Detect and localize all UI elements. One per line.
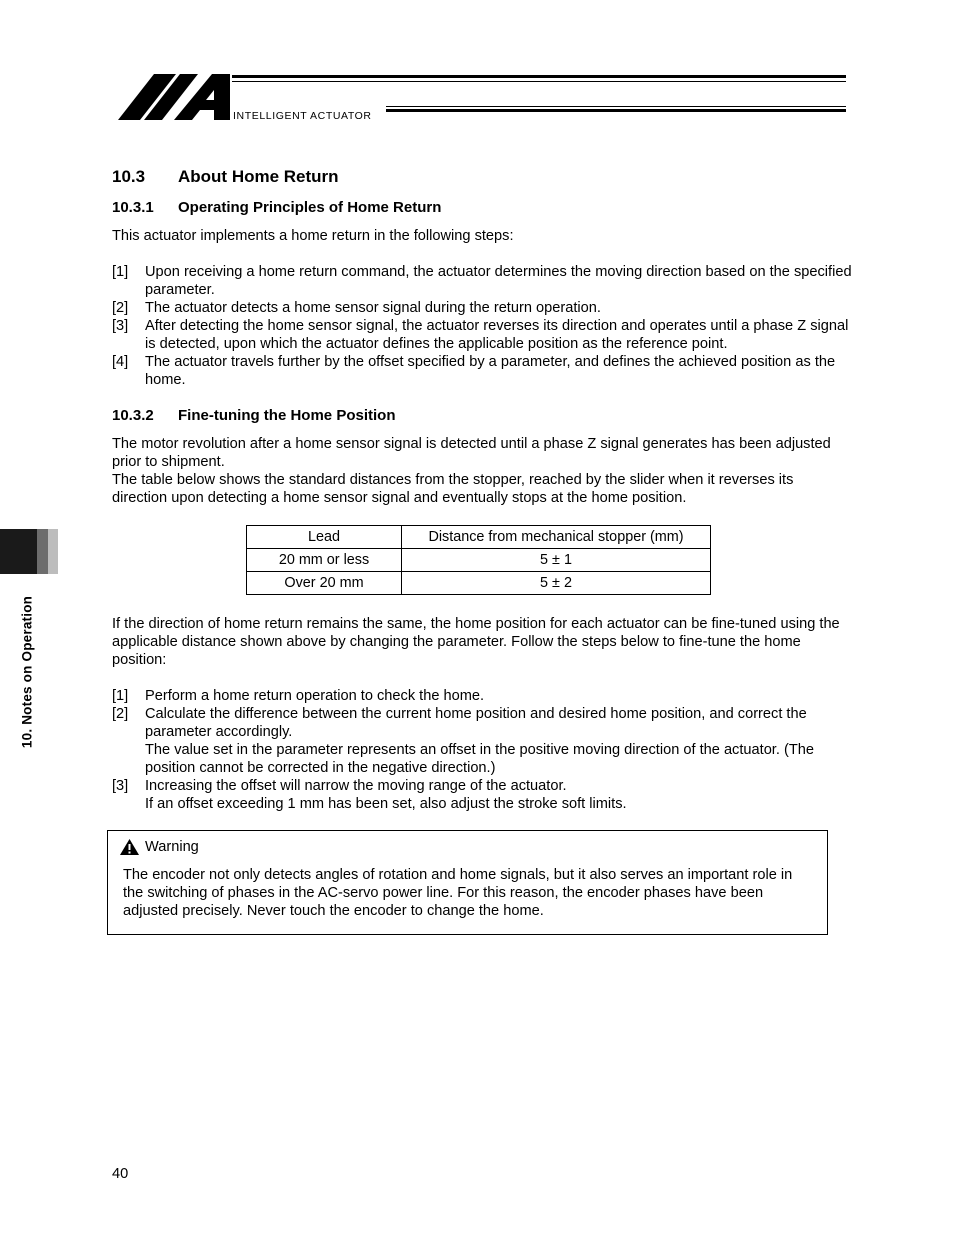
table-cell: Over 20 mm — [247, 572, 402, 595]
intro-paragraph — [112, 227, 852, 245]
warning-text: The encoder not only detects angles of rotation and home signals, but it also serves an important role in the switching of phases in the AC-servo power line. For this reason, the encoder phases have been adjusted precisely. Never touch the encoder to change the home. — [123, 867, 793, 919]
subsection-title: Fine-tuning the Home Position — [178, 407, 396, 424]
list-text: The actuator travels further by the offset specified by a parameter, and defines the achieved position as the home. — [145, 354, 836, 388]
subsection-number: 10.3.1 — [112, 199, 154, 216]
list-text: Upon receiving a home return command, the actuator determines the moving direction based on the specified parameter. — [145, 264, 852, 298]
list-text — [145, 777, 852, 813]
warning-title: Warning — [145, 839, 199, 855]
company-logo-icon — [118, 72, 230, 122]
list-text: After detecting the home sensor signal, the actuator reverses its direction and operates until a phase Z signal is detected, upon which the actuator defines the applicable position as the reference point. — [145, 318, 849, 352]
subsection-heading — [112, 407, 396, 424]
home-return-steps — [112, 263, 852, 389]
list-text: Perform a home return operation to check the home. — [145, 688, 485, 704]
list-marker: [1] — [112, 688, 129, 704]
list-item — [112, 705, 852, 777]
side-tab-block — [37, 529, 48, 574]
body-paragraph — [112, 615, 852, 669]
table-cell: 5 ± 1 — [402, 549, 711, 572]
paragraph-text: This actuator implements a home return in the following steps: — [112, 228, 514, 244]
warning-triangle-icon — [119, 838, 140, 856]
table-row — [247, 572, 711, 595]
subsection-title: Operating Principles of Home Return — [178, 199, 442, 216]
list-item — [112, 317, 852, 353]
paragraph-text: If the direction of home return remains the same, the home position for each actuator can be fine-tuned using the applicable distance shown above by changing the parameter. Follow the steps below to fine-tune the home position: — [112, 616, 840, 668]
body-paragraph — [112, 435, 852, 507]
list-marker: [2] — [112, 706, 129, 722]
table-cell: 5 ± 2 — [402, 572, 711, 595]
subsection-number: 10.3.2 — [112, 407, 154, 424]
list-marker: [4] — [112, 354, 129, 370]
paragraph-text: The table below shows the standard distances from the stopper, reached by the slider when it reverses its direction upon detecting a home sensor signal and eventually stops at the home position. — [112, 472, 794, 506]
table-cell: 20 mm or less — [247, 549, 402, 572]
section-heading — [112, 167, 339, 187]
list-text-extra: If an offset exceeding 1 mm has been set, also adjust the stroke soft limits. — [145, 796, 627, 812]
list-text: The actuator detects a home sensor signal during the return operation. — [145, 300, 601, 316]
list-item — [112, 687, 852, 705]
list-text-main: Calculate the difference between the current home position and desired home position, and correct the parameter accordingly. — [145, 706, 807, 740]
list-marker: [3] — [112, 318, 129, 334]
table-header-cell: Lead — [247, 526, 402, 549]
subsection-heading — [112, 199, 441, 216]
list-text-extra: The value set in the parameter represents an offset in the positive moving direction of the actuator. (The position cannot be corrected in the negative direction.) — [145, 742, 814, 776]
header-rule — [386, 106, 846, 107]
header-rule — [386, 109, 846, 112]
table-header-cell: Distance from mechanical stopper (mm) — [402, 526, 711, 549]
side-tab-block — [0, 529, 37, 574]
list-text-main: Increasing the offset will narrow the moving range of the actuator. — [145, 778, 567, 794]
list-marker: [1] — [112, 264, 129, 280]
section-title: About Home Return — [178, 167, 339, 186]
side-tab-label: 10. Notes on Operation — [19, 595, 35, 749]
side-tab-block — [48, 529, 58, 574]
list-marker: [3] — [112, 778, 129, 794]
table-header-row — [247, 526, 711, 549]
section-number: 10.3 — [112, 167, 146, 186]
distance-table — [246, 525, 711, 595]
brand-name: INTELLIGENT ACTUATOR — [233, 110, 372, 122]
list-item — [112, 263, 852, 299]
list-marker: [2] — [112, 300, 129, 316]
page-number: 40 — [112, 1166, 129, 1182]
list-text — [145, 705, 852, 777]
table-row — [247, 549, 711, 572]
list-item — [112, 353, 852, 389]
header-rule — [232, 81, 846, 82]
warning-header — [119, 838, 199, 856]
paragraph-text: The motor revolution after a home sensor signal is detected until a phase Z signal generates has been adjusted prior to shipment. — [112, 436, 831, 470]
list-item — [112, 299, 852, 317]
list-item — [112, 777, 852, 813]
fine-tune-steps — [112, 687, 852, 813]
header-rule — [232, 75, 846, 78]
